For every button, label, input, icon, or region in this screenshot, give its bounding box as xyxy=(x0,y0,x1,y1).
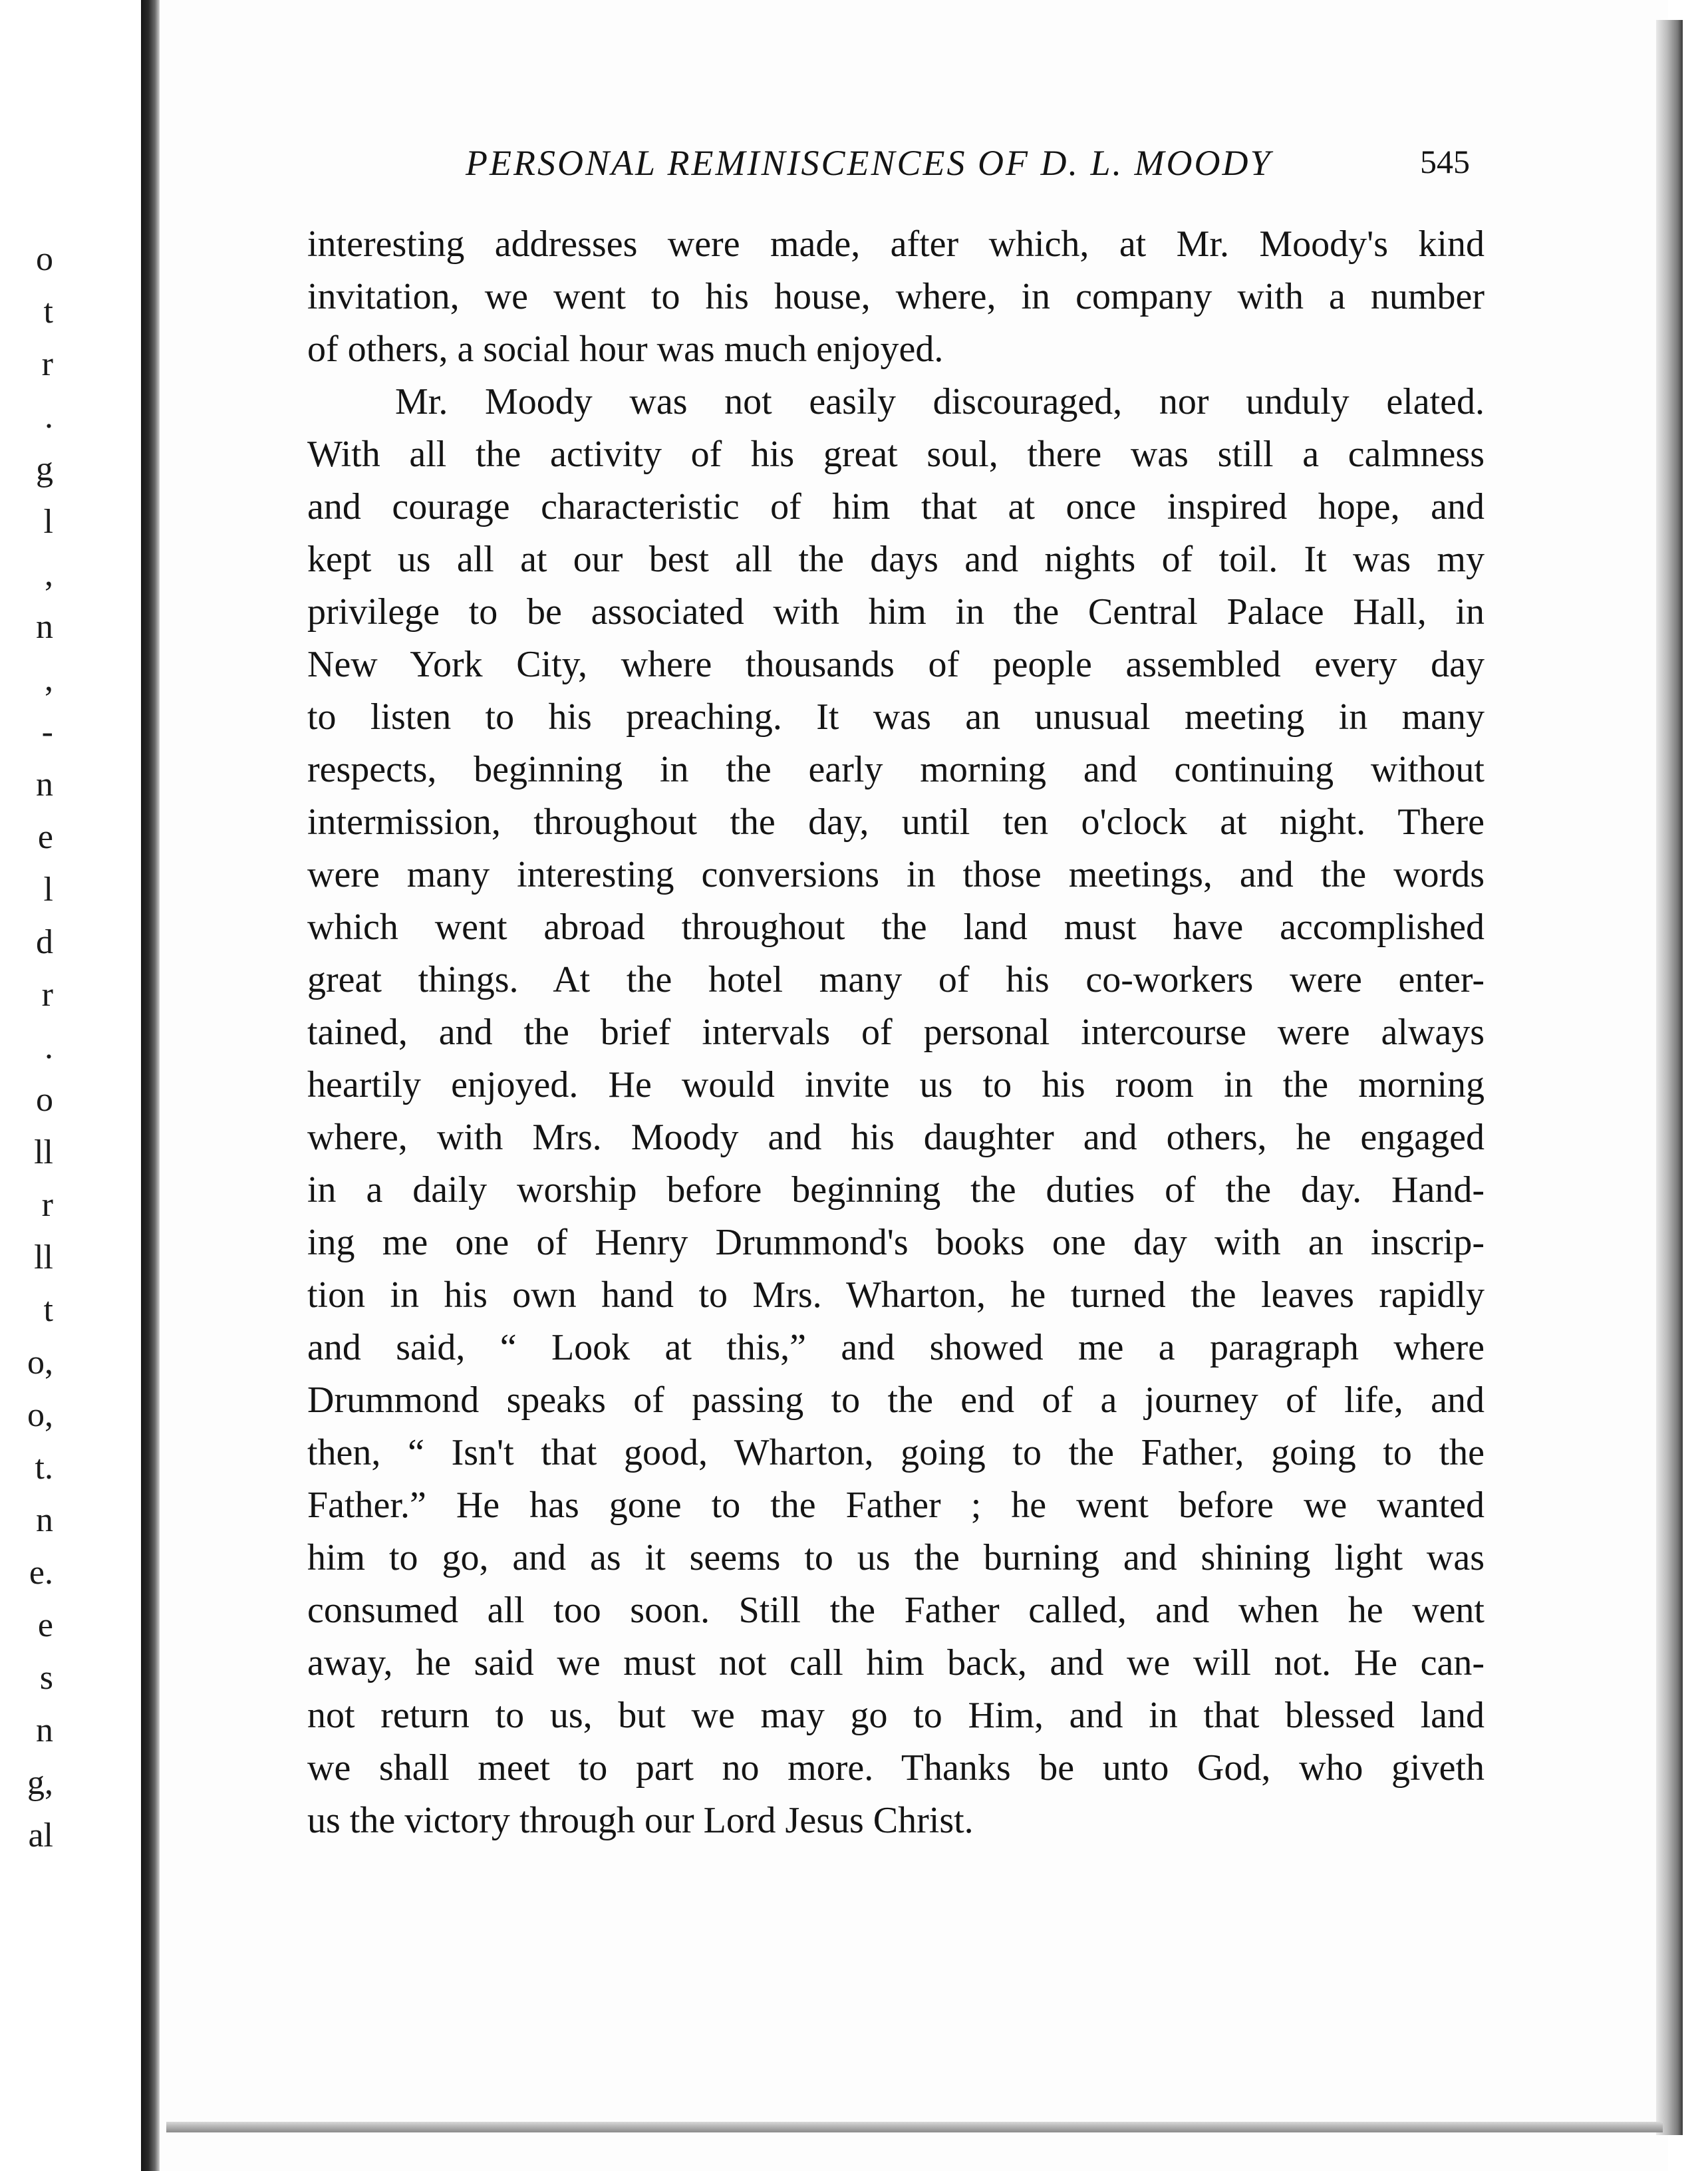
text-line: where, with Mrs. Moody and his daughter and others, he engaged xyxy=(307,1117,1485,1158)
facing-page-letter: o xyxy=(36,240,53,278)
text-line: then, “ Isn't that good, Wharton, going to the Father, going to the xyxy=(307,1432,1485,1473)
facing-page-letter: s xyxy=(39,1659,53,1697)
text-line: great things. At the hotel many of his co-workers were enter- xyxy=(307,959,1485,1000)
text-line: we shall meet to part no more. Thanks be unto God, who giveth xyxy=(307,1747,1485,1789)
page-bottom-edge xyxy=(166,2122,1663,2132)
facing-page-letter: o, xyxy=(27,1396,53,1434)
facing-page-letter: t. xyxy=(35,1449,53,1487)
facing-page-letter: - xyxy=(41,713,53,751)
facing-page-letter: ll xyxy=(34,1133,53,1171)
text-line: in a daily worship before beginning the duties of the day. Hand- xyxy=(307,1169,1485,1211)
facing-page-letter: e xyxy=(37,1606,53,1644)
facing-page-letter: . xyxy=(45,398,53,436)
text-line: tained, and the brief intervals of personal intercourse were always xyxy=(307,1012,1485,1053)
facing-page-letter: g, xyxy=(27,1764,53,1802)
facing-page-letter: n xyxy=(36,608,53,646)
text-line: kept us all at our best all the days and nights of toil. It was my xyxy=(307,539,1485,580)
text-line: not return to us, but we may go to Him, and in that blessed land xyxy=(307,1695,1485,1736)
facing-page-letter: al xyxy=(28,1816,53,1854)
text-line: respects, beginning in the early morning and continuing without xyxy=(307,749,1485,790)
text-line: Father.” He has gone to the Father ; he went before we wanted xyxy=(307,1485,1485,1526)
text-line: With all the activity of his great soul, there was still a calmness xyxy=(307,434,1485,475)
book-gutter-shadow xyxy=(141,0,160,2171)
facing-page-letter: , xyxy=(45,555,53,593)
text-line: and courage characteristic of him that at once inspired hope, and xyxy=(307,486,1485,527)
facing-page-letter: , xyxy=(45,660,53,698)
text-line: tion in his own hand to Mrs. Wharton, he turned the leaves rapidly xyxy=(307,1274,1485,1316)
facing-page-letter: r xyxy=(41,1186,53,1224)
facing-page-letter: r xyxy=(41,976,53,1014)
facing-page-letter: e. xyxy=(29,1554,53,1592)
text-line: interesting addresses were made, after which, at Mr. Moody's kind xyxy=(307,223,1485,265)
text-line: consumed all too soon. Still the Father called, and when he went xyxy=(307,1590,1485,1631)
facing-page-letter: n xyxy=(36,766,53,803)
facing-page-letter: l xyxy=(43,503,53,541)
facing-page-letter: t xyxy=(43,293,53,331)
facing-page-letter: ll xyxy=(34,1238,53,1276)
text-line: invitation, we went to his house, where, in company with a number xyxy=(307,276,1485,317)
text-line: and said, “ Look at this,” and showed me a paragraph where xyxy=(307,1327,1485,1368)
running-head: PERSONAL REMINISCENCES OF D. L. MOODY xyxy=(466,143,1272,183)
text-line: intermission, throughout the day, until ten o'clock at night. There xyxy=(307,801,1485,843)
text-line: Drummond speaks of passing to the end of a journey of life, and xyxy=(307,1379,1485,1421)
facing-page-letter: e xyxy=(37,818,53,856)
text-line: were many interesting conversions in those meetings, and the words xyxy=(307,854,1485,895)
text-line: New York City, where thousands of people assembled every day xyxy=(307,644,1485,685)
text-line: us the victory through our Lord Jesus Christ. xyxy=(307,1800,974,1841)
facing-page-letter: o, xyxy=(27,1344,53,1381)
facing-page-letter: . xyxy=(45,1028,53,1066)
facing-page-edge xyxy=(0,0,141,2171)
facing-page-letter: t xyxy=(43,1291,53,1329)
text-line: heartily enjoyed. He would invite us to his room in the morning xyxy=(307,1064,1485,1105)
body-text xyxy=(307,218,1485,1847)
facing-page-letter: g xyxy=(36,450,53,488)
text-line: ing me one of Henry Drummond's books one day with an inscrip- xyxy=(307,1222,1485,1263)
text-line: of others, a social hour was much enjoyed. xyxy=(307,329,944,370)
text-line: away, he said we must not call him back, and we will not. He can- xyxy=(307,1642,1485,1683)
facing-page-letter: n xyxy=(36,1711,53,1749)
text-line: to listen to his preaching. It was an unusual meeting in many xyxy=(307,696,1485,738)
text-line: privilege to be associated with him in the Central Palace Hall, in xyxy=(307,591,1485,633)
text-line: him to go, and as it seems to us the burning and shining light was xyxy=(307,1537,1485,1578)
facing-page-letter: n xyxy=(36,1501,53,1539)
facing-page-letter: d xyxy=(36,923,53,961)
text-line: which went abroad throughout the land must have accomplished xyxy=(307,907,1485,948)
facing-page-letter: o xyxy=(36,1081,53,1119)
text-line: Mr. Moody was not easily discouraged, nor unduly elated. xyxy=(395,381,1485,422)
page-number: 545 xyxy=(1420,143,1470,180)
facing-page-letter: l xyxy=(43,871,53,909)
page-header xyxy=(466,142,1470,196)
facing-page-letter: r xyxy=(41,345,53,383)
page-stack-edge xyxy=(1656,20,1683,2135)
